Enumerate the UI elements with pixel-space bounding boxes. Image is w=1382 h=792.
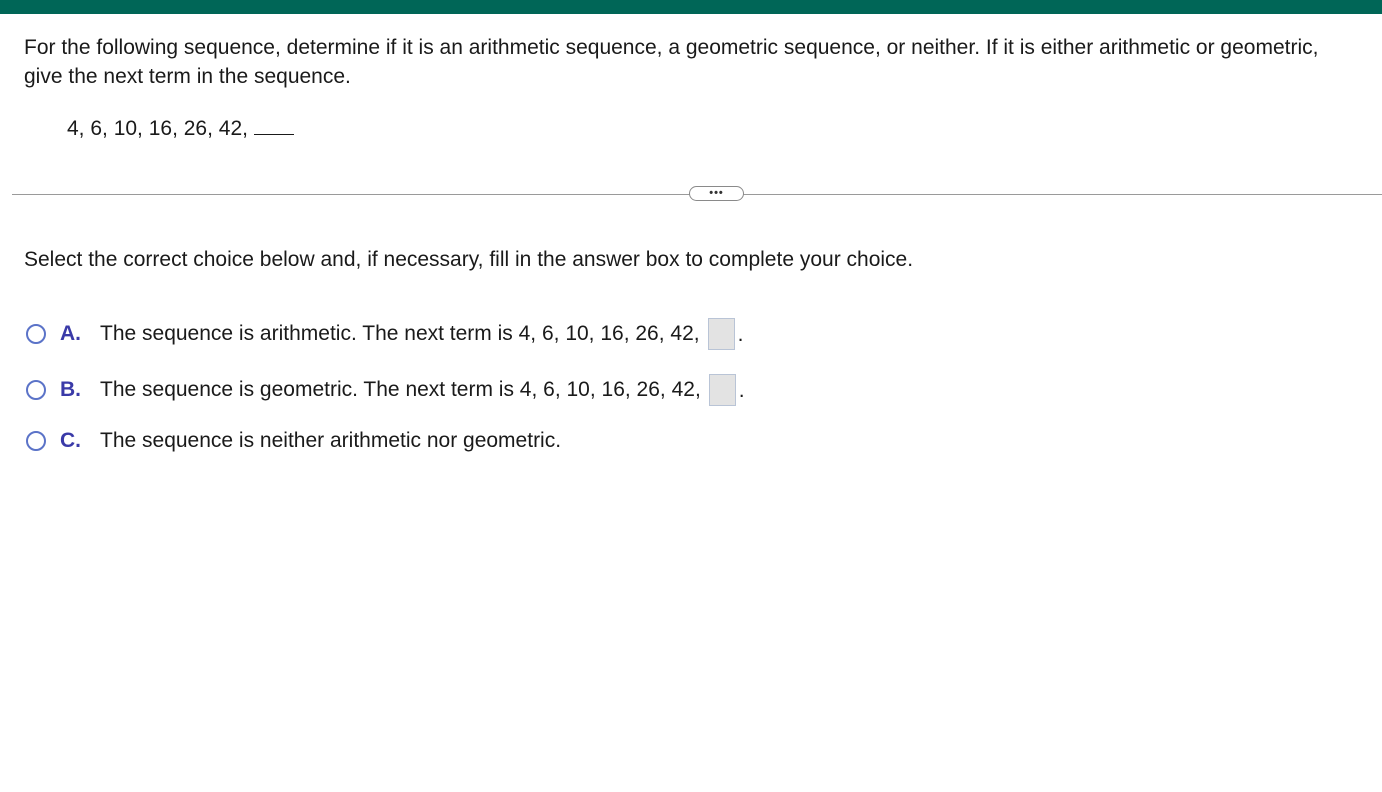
sequence-display [67, 115, 294, 143]
sequence-blank [254, 133, 294, 135]
choice-b-radio[interactable] [26, 380, 46, 400]
choice-a-answer-box[interactable] [708, 318, 735, 350]
instruction-text: Select the correct choice below and, if necessary, fill in the answer box to complete your choice. [24, 248, 914, 271]
choice-b[interactable] [26, 373, 745, 407]
choice-a[interactable] [26, 317, 743, 351]
sequence-terms: 4, 6, 10, 16, 26, 42, [67, 117, 248, 140]
more-options-button[interactable]: ••• [689, 186, 744, 201]
choice-b-text: The sequence is geometric. The next term is 4, 6, 10, 16, 26, 42, [100, 378, 701, 401]
top-banner [0, 0, 1382, 14]
choice-a-letter: A. [60, 322, 81, 345]
choice-b-period: . [738, 379, 745, 402]
choice-b-letter: B. [60, 378, 81, 401]
choice-a-radio[interactable] [26, 324, 46, 344]
choice-c-radio[interactable] [26, 431, 46, 451]
choice-b-answer-box[interactable] [709, 374, 736, 406]
choice-c[interactable] [26, 424, 561, 458]
question-text: For the following sequence, determine if it is an arithmetic sequence, a geometric sequence, or neither. If it is either arithmetic or geometric, give the next term in the sequence. [24, 36, 1319, 88]
choice-a-period: . [737, 323, 744, 346]
choice-a-text: The sequence is arithmetic. The next term is 4, 6, 10, 16, 26, 42, [100, 322, 700, 345]
choice-c-letter: C. [60, 429, 81, 452]
choice-c-text: The sequence is neither arithmetic nor geometric. [100, 429, 562, 452]
